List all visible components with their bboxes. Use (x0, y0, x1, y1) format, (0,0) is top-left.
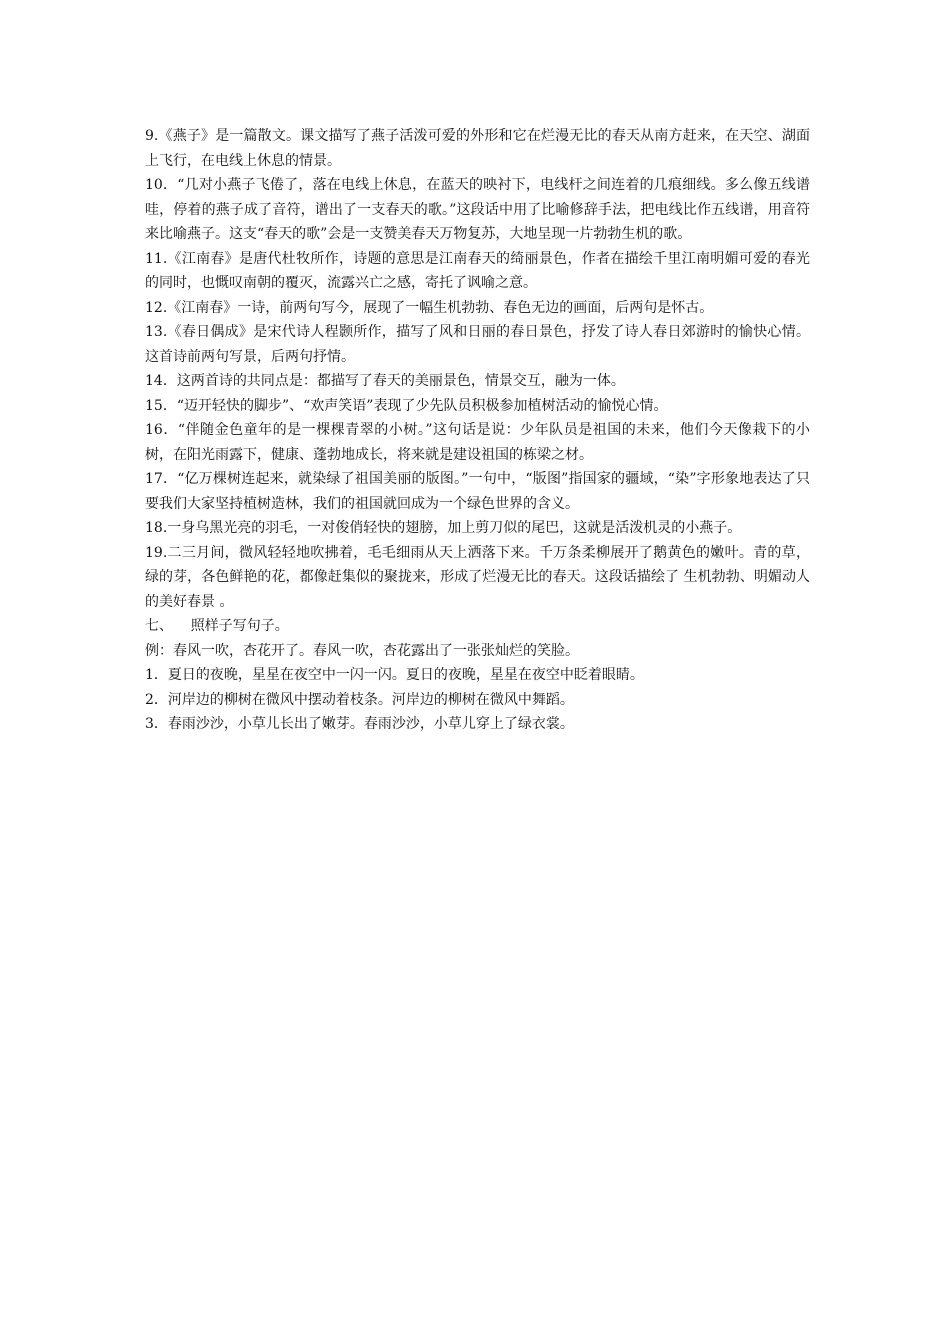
answer-paragraph-14: 14．这两首诗的共同点是：都描写了春天的美丽景色，情景交互，融为一体。 (145, 373, 625, 389)
answer-paragraph-18: 18.一身乌黑光亮的羽毛，一对俊俏轻快的翅膀，加上剪刀似的尾巴，这就是活泼机灵的小燕子。 (145, 520, 742, 536)
answer-paragraph-10: 10．“几对小燕子飞倦了，落在电线上休息，在蓝天的映衬下，电线杆之间连着的几痕细线。多么像五线谱哇，停着的燕子成了音符，谱出了一支春天的歌。”这段话中用了比喻修辞手法，把电线比作五线谱，用音符来比喻燕子。这支“春天的歌”会是一支赞美春天万物复苏，大地呈现一片勃勃生机的歌。 (145, 177, 810, 242)
exercise-item-3: 3．春雨沙沙，小草儿长出了嫩芽。春雨沙沙，小草儿穿上了绿衣裳。 (145, 716, 574, 732)
section-heading: 七、 照样子写句子。 (145, 618, 289, 634)
exercise-item-1: 1．夏日的夜晚，星星在夜空中一闪一闪。夏日的夜晚，星星在夜空中眨着眼睛。 (145, 667, 644, 683)
answer-paragraph-11: 11.《江南春》是唐代杜牧所作，诗题的意思是江南春天的绮丽景色，作者在描绘千里江南明媚可爱的春光的同时，也慨叹南朝的覆灭，流露兴亡之感，寄托了讽喻之意。 (145, 250, 810, 291)
answer-paragraph-13: 13.《春日偶成》是宋代诗人程颢所作，描写了风和日丽的春日景色，抒发了诗人春日郊游时的愉快心情。这首诗前两句写景，后两句抒情。 (145, 324, 810, 365)
exercise-item-2: 2．河岸边的柳树在微风中摆动着枝条。河岸边的柳树在微风中舞蹈。 (145, 691, 574, 708)
document-page (145, 124, 810, 737)
answer-paragraph-15: 15．“迈开轻快的脚步”、“欢声笑语”表现了少先队员积极参加植树活动的愉悦心情。 (145, 397, 668, 414)
example-sentence: 例：春风一吹，杏花开了。春风一吹，杏花露出了一张张灿烂的笑脸。 (145, 642, 579, 659)
answer-paragraph-17: 17．“亿万棵树连起来，就染绿了祖国美丽的版图。”一句中，“版图”指国家的疆域，“染”字形象地表达了只要我们大家坚持植树造林，我们的祖国就回成为一个绿色世界的含义。 (145, 471, 810, 512)
answer-paragraph-19: 19.二三月间，微风轻轻地吹拂着，毛毛细雨从天上洒落下来。千万条柔柳展开了鹅黄色的嫩叶。青的草，绿的芽，各色鲜艳的花，都像赶集似的聚拢来，形成了烂漫无比的春天。这段话描绘了 生机勃勃、明媚动人的美好春景 。 (145, 544, 810, 610)
answer-paragraph-16: 16．“伴随金色童年的是一棵棵青翠的小树。”这句话是说：少年队员是祖国的未来，他们今天像栽下的小树，在阳光雨露下，健康、蓬勃地成长，将来就是建设祖国的栋梁之材。 (145, 422, 810, 463)
answer-paragraph-9: 9.《燕子》是一篇散文。课文描写了燕子活泼可爱的外形和它在烂漫无比的春天从南方赶来，在天空、湖面上飞行，在电线上休息的情景。 (145, 128, 810, 169)
answer-paragraph-12: 12.《江南春》一诗，前两句写今，展现了一幅生机勃勃、春色无边的画面，后两句是怀古。 (145, 299, 714, 316)
